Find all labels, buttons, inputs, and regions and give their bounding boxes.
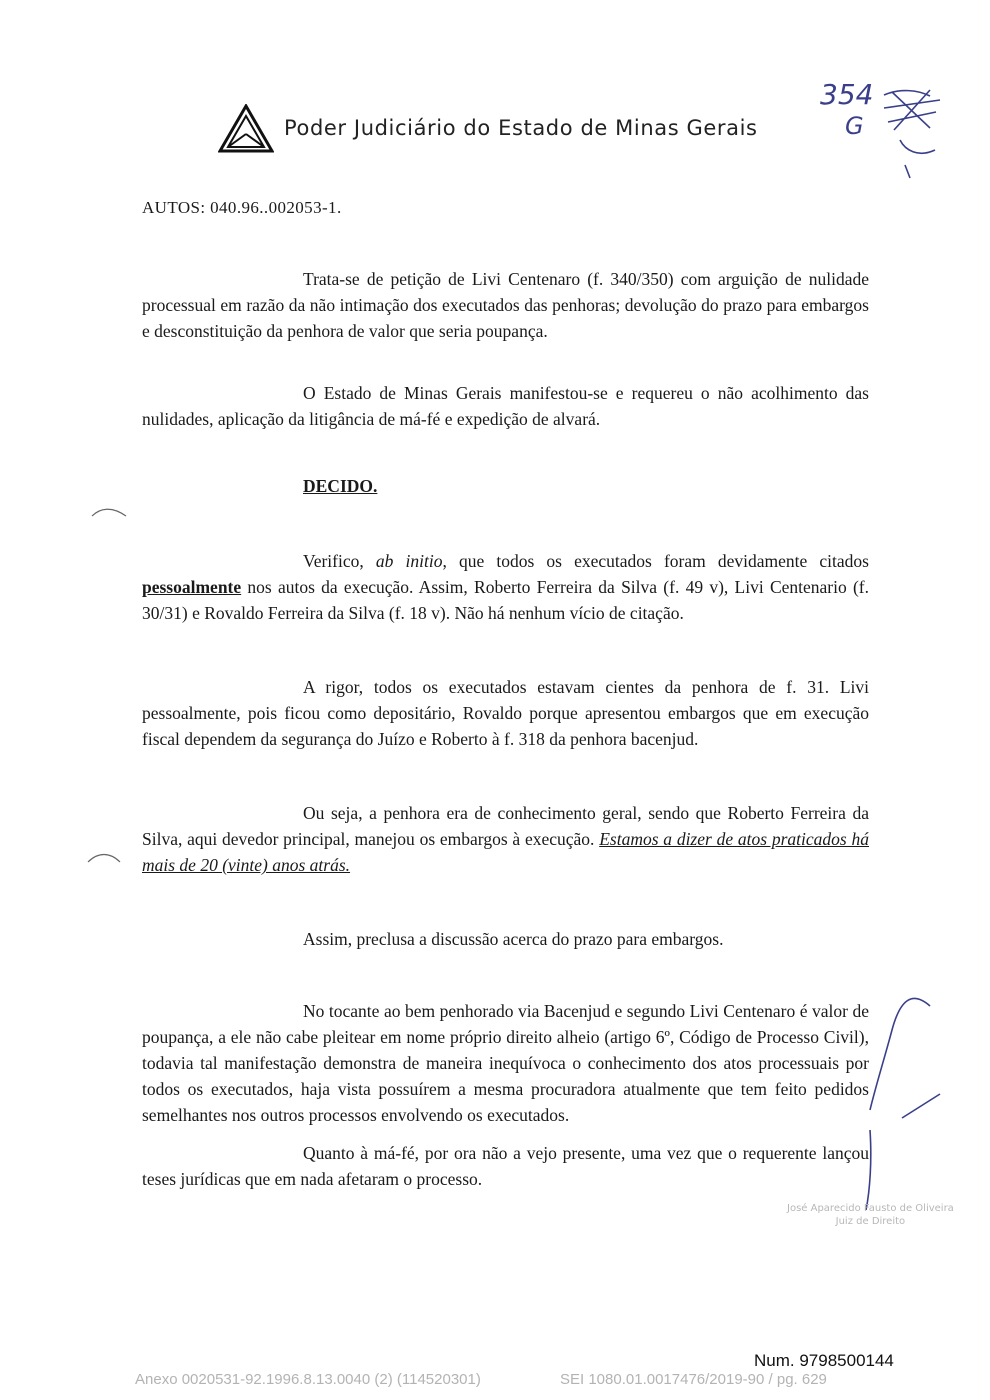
court-header-title: Poder Judiciário do Estado de Minas Gerais (284, 116, 758, 140)
p3-part-c: , que todos os executados foram devidamente citados (442, 551, 869, 571)
paragraph-penhora-awareness-text: A rigor, todos os executados estavam cientes da penhora de f. 31. Livi pessoalmente, pois ficou como depositário, Rovaldo porque apresentou embargos que em execução fiscal dependem da segurança do Juízo e Roberto à f. 318 da penhora bacenjud. (142, 677, 869, 749)
footer-sei: SEI 1080.01.0017476/2019-90 / pg. 629 (560, 1371, 827, 1388)
paragraph-preclusion-text: Assim, preclusa a discussão acerca do prazo para embargos. (303, 929, 724, 949)
p3-part-a: Verifico, (303, 551, 376, 571)
paragraph-citation (142, 548, 869, 626)
p3-emphasis-pessoalmente: pessoalmente (142, 577, 242, 597)
paragraph-bad-faith (142, 1140, 869, 1192)
document-number: Num. 9798500144 (754, 1351, 894, 1370)
paragraph-bacenjud (142, 998, 869, 1128)
paragraph-petition-text: Trata-se de petição de Livi Centenaro (f. 340/350) com arguição de nulidade processual em razão da não intimação dos executados das penhoras; devolução do prazo para embargos e desconstituição da penhora de valor que seria poupança. (142, 269, 869, 341)
p3-latin-term: ab initio (375, 551, 443, 571)
p5-emphasis-20-years: Estamos a dizer de atos praticados há mais de 20 (vinte) anos atrás. (142, 829, 869, 875)
paragraph-preclusion (142, 926, 869, 952)
paragraph-state-response-text: O Estado de Minas Gerais manifestou-se e requereu o não acolhimento das nulidades, aplicação da litigância de má-fé e expedição de alvará. (142, 383, 869, 429)
judge-role: Juiz de Direito (835, 1216, 906, 1227)
paragraph-bad-faith-text: Quanto à má-fé, por ora não a vejo presente, uma vez que o requerente lançou teses jurídicas que em nada afetaram o processo. (142, 1143, 869, 1189)
judge-signature-stamp (787, 1202, 954, 1228)
judge-name: José Aparecido Fausto de Oliveira (787, 1203, 954, 1214)
case-number: AUTOS: 040.96..002053-1. (142, 198, 342, 217)
paragraph-penhora-awareness (142, 674, 869, 752)
handwritten-page-letter: G (845, 112, 864, 140)
paragraph-general-knowledge (142, 800, 869, 878)
paragraph-petition (142, 266, 869, 344)
paragraph-state-response (142, 380, 869, 432)
paragraph-bacenjud-text: No tocante ao bem penhorado via Bacenjud e segundo Livi Centenaro é valor de poupança, a ele não cabe pleitear em nome próprio direito alheio (artigo 6º, Código de Processo Civil), todavia tal manifestação demonstra de maneira inequívoca o conhecimento dos atos processuais por todos os executados, haja vista possuírem a mesma procuradora atualmente que tem feito pedidos semelhantes nos outros processos envolvendo os executados. (142, 1001, 869, 1125)
handwritten-page-number: 354 (820, 78, 874, 111)
decision-heading: DECIDO. (303, 476, 378, 496)
p5-part-a: Ou seja, a penhora era de conhecimento geral, sendo que Roberto Ferreira da Silva, aqui devedor principal, manejou os embargos à execução. (142, 803, 869, 849)
p3-part-e: nos autos da execução. Assim, Roberto Ferreira da Silva (f. 49 v), Livi Centenario (f. 30/31) e Rovaldo Ferreira da Silva (f. 18 v). Não há nenhum vício de citação. (142, 577, 869, 623)
footer-anexo: Anexo 0020531-92.1996.8.13.0040 (2) (114520301) (135, 1371, 481, 1388)
